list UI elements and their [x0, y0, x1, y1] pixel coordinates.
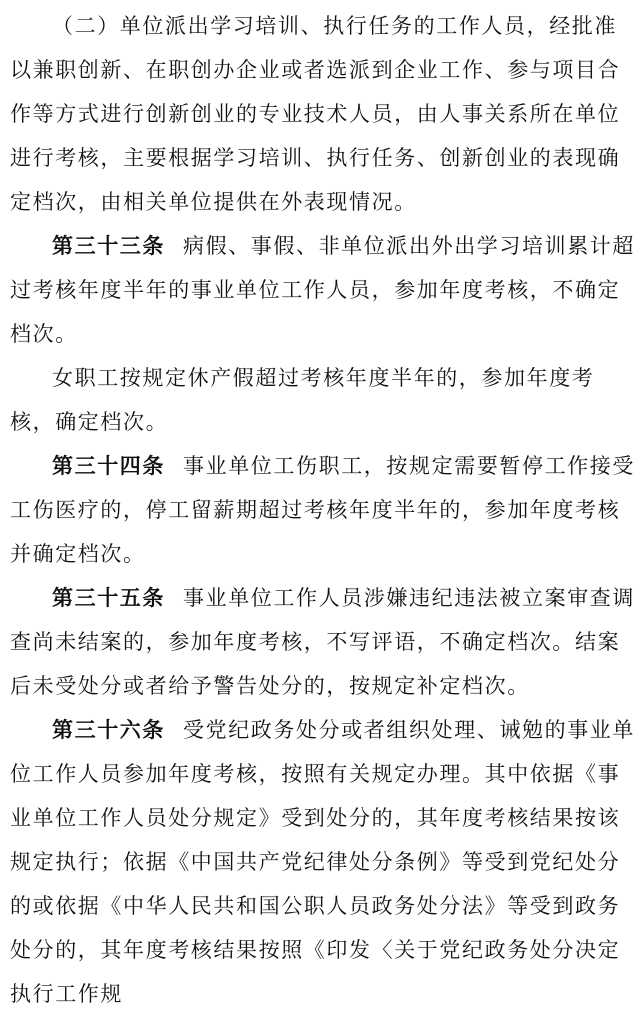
- article-heading: 第三十六条: [52, 718, 165, 742]
- paragraph-text: 女职工按规定休产假超过考核年度半年的，参加年度考核，确定档次。: [10, 366, 595, 434]
- article-heading: 第三十三条: [52, 234, 165, 258]
- article-text: 事业单位工伤职工，按规定需要暂停工作接受工伤医疗的，停工留薪期超过考核年度半年的，参加年度考核并确定档次。: [10, 454, 635, 566]
- article-text: 病假、事假、非单位派出外出学习培训累计超过考核年度半年的事业单位工作人员，参加年度考核，不确定档次。: [10, 234, 635, 346]
- paragraph-text: （二）单位派出学习培训、执行任务的工作人员，经批准以兼职创新、在职创办企业或者选派到企业工作、参与项目合作等方式进行创新创业的专业技术人员，由人事关系所在单位进行考核，主要根据学习培训、执行任务、创新创业的表现确定档次，由相关单位提供在外表现情况。: [10, 14, 621, 214]
- paragraph-2-subclause: [10, 4, 638, 224]
- article-33-paragraph-2: [10, 356, 638, 444]
- article-text: 事业单位工作人员涉嫌违纪违法被立案审查调查尚未结案的，参加年度考核，不写评语，不确定档次。结案后未受处分或者给予警告处分的，按规定补定档次。: [10, 586, 635, 698]
- article-33: [10, 224, 638, 356]
- article-heading: 第三十四条: [52, 454, 165, 478]
- article-35: [10, 576, 638, 708]
- article-heading: 第三十五条: [52, 586, 165, 610]
- article-36: [10, 708, 638, 1016]
- article-text: 受党纪政务处分或者组织处理、诫勉的事业单位工作人员参加年度考核，按照有关规定办理。其中依据《事业单位工作人员处分规定》受到处分的，其年度考核结果按该规定执行；依据《中国共产党纪律处分条例》等受到党纪处分的或依据《中华人民共和国公职人员政务处分法》等受到政务处分的，其年度考核结果按照《印发〈关于党纪政务处分决定执行工作规: [10, 718, 635, 1006]
- article-34: [10, 444, 638, 576]
